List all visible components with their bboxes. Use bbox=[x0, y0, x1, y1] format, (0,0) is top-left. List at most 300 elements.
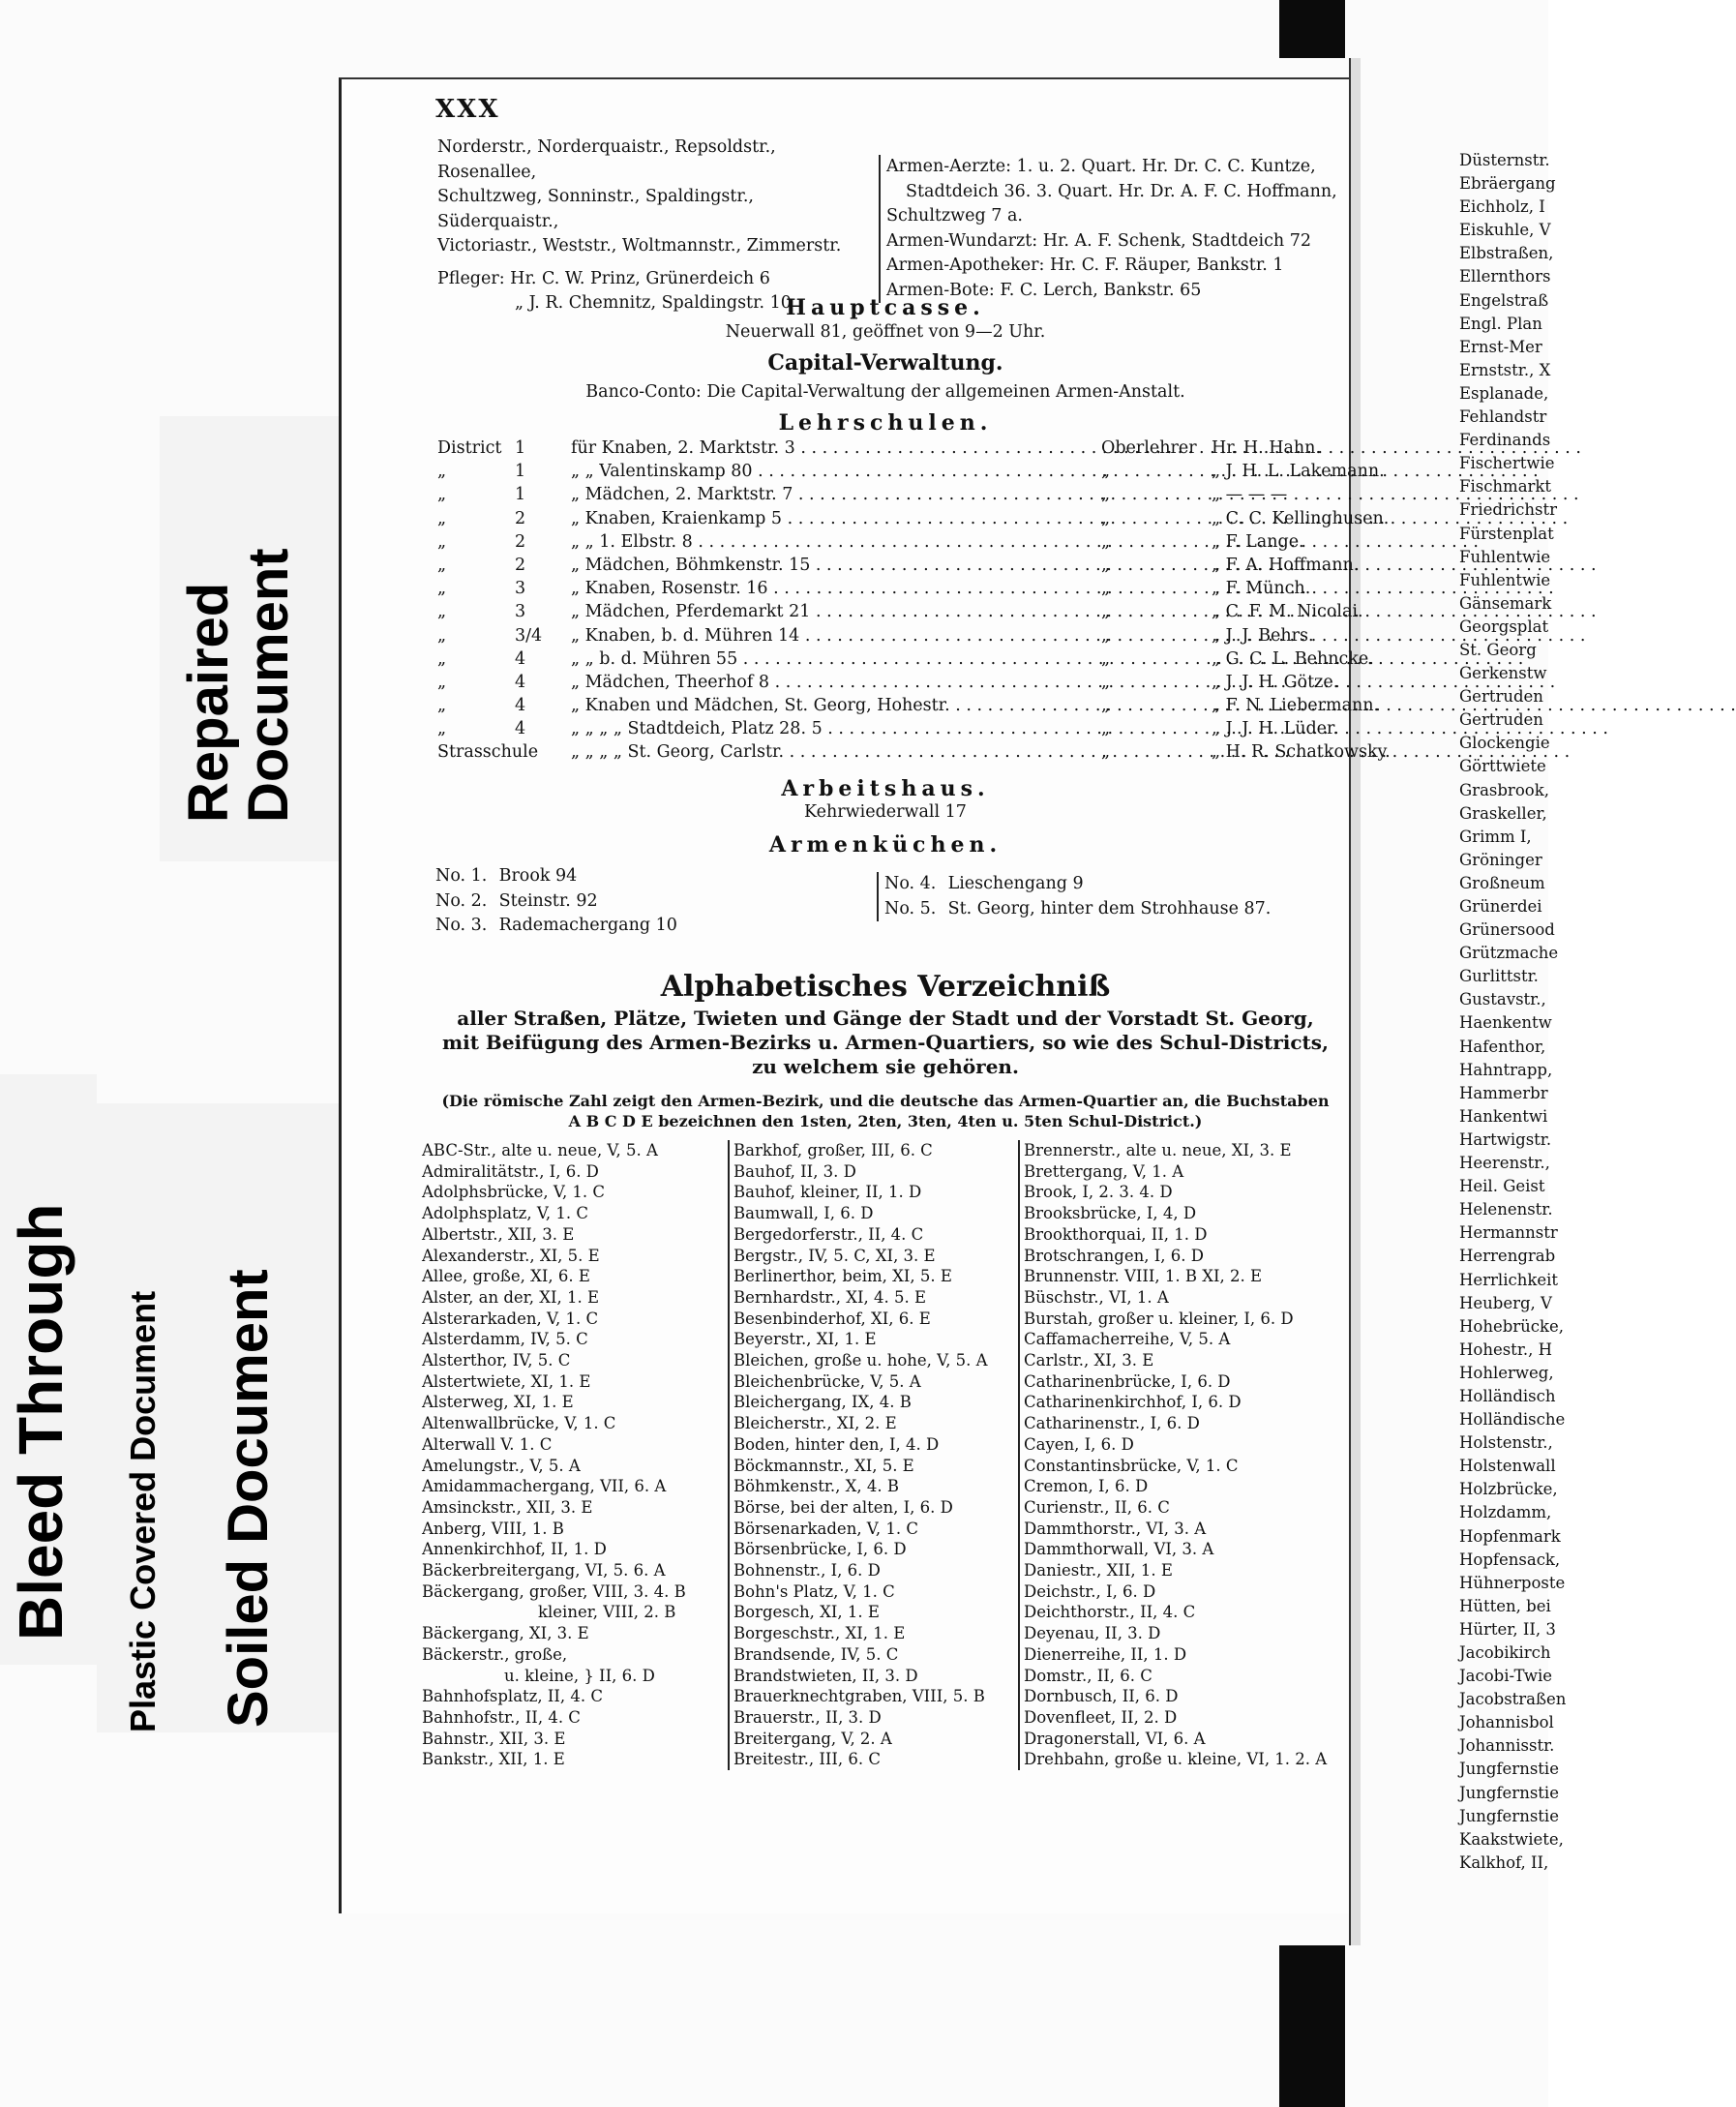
table-row bbox=[437, 602, 1363, 625]
list-item: Hohestr., H bbox=[1459, 1339, 1553, 1359]
school-cell: „ „ „ „ St. Georg, Carlstr. . . . bbox=[571, 742, 1093, 762]
list-item: Brennerstr., alte u. neue, XI, 3. E bbox=[1024, 1141, 1292, 1159]
list-item: Eichholz, I bbox=[1459, 197, 1545, 217]
list-item: Bleichergang, IX, 4. B bbox=[733, 1393, 912, 1412]
list-item: Grasbrook, bbox=[1459, 780, 1549, 799]
scanner-bar-top bbox=[1279, 0, 1345, 58]
kitchens-left bbox=[435, 864, 861, 939]
index-subtitle bbox=[435, 1007, 1335, 1079]
list-item: Brunnenstr. VIII, 1. B XI, 2. E bbox=[1024, 1267, 1263, 1286]
list-item: Alsterdamm, IV, 5. C bbox=[422, 1330, 588, 1349]
list-item: Bohnenstr., I, 6. D bbox=[733, 1561, 881, 1580]
number-cell: 2 bbox=[515, 508, 526, 528]
list-item: Bleicherstr., XI, 2. E bbox=[733, 1414, 897, 1433]
number-cell: 4 bbox=[515, 672, 526, 692]
list-item: Daniestr., XII, 1. E bbox=[1024, 1561, 1173, 1580]
district-cell: „ bbox=[437, 625, 447, 646]
district-cell: „ bbox=[437, 531, 447, 552]
list-item: Brotschrangen, I, 6. D bbox=[1024, 1246, 1204, 1265]
kitchen-number: No. 5. bbox=[884, 898, 937, 918]
kitchen-address: Steinstr. 92 bbox=[498, 890, 598, 911]
list-item: Hürter, II, 3 bbox=[1459, 1619, 1556, 1639]
list-item: Annenkirchhof, II, 1. D bbox=[422, 1540, 607, 1559]
district-cell: „ bbox=[437, 485, 447, 505]
scanner-bar-bottom bbox=[1279, 1945, 1345, 2107]
list-item: Gustavstr., bbox=[1459, 990, 1546, 1009]
list-item: Dienerreihe, II, 1. D bbox=[1024, 1644, 1187, 1664]
list-item: Jungfernstie bbox=[1459, 1806, 1559, 1825]
list-item: Heerenstr., bbox=[1459, 1154, 1550, 1173]
list-item: Besenbinderhof, XI, 6. E bbox=[733, 1309, 931, 1328]
text-line: zu welchem sie gehören. bbox=[752, 1055, 1019, 1078]
title-cell: „ bbox=[1101, 602, 1111, 622]
list-item: Fischertwie bbox=[1459, 454, 1555, 473]
table-row bbox=[437, 462, 1385, 485]
title-cell: „ bbox=[1101, 462, 1111, 482]
title-cell: „ bbox=[1101, 742, 1111, 763]
list-item: Alexanderstr., XI, 5. E bbox=[422, 1246, 600, 1265]
table-row bbox=[437, 648, 1374, 673]
list-item: Hühnerposte bbox=[1459, 1573, 1566, 1592]
list-item: Gertruden bbox=[1459, 710, 1543, 730]
list-item: kleiner, VIII, 2. B bbox=[538, 1603, 676, 1622]
district-cell: „ bbox=[437, 696, 447, 716]
list-item: Holzdamm, bbox=[1459, 1503, 1552, 1522]
list-item: u. kleine, } II, 6. D bbox=[504, 1666, 655, 1685]
list-item: Johannisbol bbox=[1459, 1713, 1554, 1732]
list-item: ABC-Str., alte u. neue, V, 5. A bbox=[422, 1141, 658, 1159]
list-item: Bäckerbreitergang, VI, 5. 6. A bbox=[422, 1561, 666, 1580]
index-note bbox=[435, 1091, 1335, 1131]
list-item: Constantinsbrücke, V, 1. C bbox=[1024, 1456, 1239, 1475]
list-item: Herrlichkeit bbox=[1459, 1270, 1559, 1289]
list-item: Düsternstr. bbox=[1459, 151, 1550, 169]
school-cell: „ Mädchen, Böhmkenstr. 15 . . . bbox=[571, 556, 1093, 575]
number-cell: 3/4 bbox=[515, 625, 543, 646]
table-row bbox=[437, 672, 1339, 696]
text-line: Schultzweg, Sonninstr., Spaldingstr., Süderquaistr., bbox=[437, 187, 754, 231]
list-item: Curienstr., II, 6. C bbox=[1024, 1497, 1170, 1517]
table-row bbox=[437, 579, 1328, 602]
list-item: Georgsplat bbox=[1459, 617, 1549, 636]
title-cell: Oberlehrer bbox=[1101, 438, 1197, 458]
number-cell: 4 bbox=[515, 648, 526, 669]
list-item: Jacobstraßen bbox=[1459, 1690, 1567, 1709]
list-item: Heuberg, V bbox=[1459, 1293, 1552, 1312]
list-item: Bäckergang, XI, 3. E bbox=[422, 1624, 589, 1643]
list-item: Grünerdei bbox=[1459, 897, 1542, 916]
list-item: Domstr., II, 6. C bbox=[1024, 1666, 1152, 1685]
list-item: Bauhof, kleiner, II, 1. D bbox=[733, 1183, 922, 1202]
list-item: Böhmkenstr., X, 4. B bbox=[733, 1477, 899, 1496]
list-item: Fuhlentwie bbox=[1459, 570, 1551, 589]
list-item: Hopfenmark bbox=[1459, 1526, 1561, 1546]
kitchens-right bbox=[877, 872, 1339, 921]
table-row bbox=[437, 742, 1391, 766]
list-item: Catharinenkirchhof, I, 6. D bbox=[1024, 1393, 1242, 1412]
kitchen-number: No. 3. bbox=[435, 916, 488, 935]
teacher-cell: „ J. J. H. Lüder. bbox=[1212, 719, 1339, 739]
school-cell: „ „ „ „ Stadtdeich, Platz 28. 5 . . . bbox=[571, 719, 1093, 738]
capital-line: Banco-Conto: Die Capital-Verwaltung der allgemeinen Armen-Anstalt. bbox=[585, 382, 1185, 402]
table-row bbox=[437, 626, 1328, 649]
list-item: Brauerstr., II, 3. D bbox=[733, 1707, 882, 1727]
kitchen-address: Lieschengang 9 bbox=[947, 874, 1084, 893]
index-title: Alphabetisches Verzeichniß bbox=[660, 970, 1111, 1004]
kitchen-address: Rademachergang 10 bbox=[498, 916, 677, 935]
list-item: Ferdinands bbox=[1459, 431, 1551, 450]
list-item: Hohebrücke, bbox=[1459, 1316, 1565, 1336]
text-line: Stadtdeich 36. 3. Quart. Hr. Dr. A. F. C. Hoffmann, bbox=[906, 181, 1337, 201]
bleed-through-label: Bleed Through bbox=[6, 1203, 75, 1640]
teacher-cell: „ J. H. L. Lakemann. bbox=[1212, 462, 1385, 482]
list-item: Holländisch bbox=[1459, 1386, 1556, 1405]
list-item: Gänsemark bbox=[1459, 593, 1552, 613]
list-item: Bäckergang, großer, VIII, 3. 4. B bbox=[422, 1581, 686, 1601]
title-cell: „ bbox=[1101, 625, 1111, 646]
list-item: Börse, bei der alten, I, 6. D bbox=[733, 1497, 953, 1517]
list-item: Fürstenplat bbox=[1459, 524, 1554, 543]
list-item: Helenenstr. bbox=[1459, 1200, 1553, 1219]
district-cell: „ bbox=[437, 672, 447, 692]
teacher-cell: „ F. N. Liebermann. bbox=[1212, 696, 1380, 716]
text-line: Victoriastr., Weststr., Woltmannstr., Zimmerstr. bbox=[437, 236, 842, 256]
list-item: Glockengie bbox=[1459, 734, 1550, 753]
list-item: Ebräergang bbox=[1459, 174, 1556, 194]
teacher-cell: „ F. Münch. bbox=[1212, 579, 1311, 599]
list-item: Hankentwi bbox=[1459, 1106, 1548, 1126]
armen-officials-block bbox=[879, 155, 1351, 303]
adjacent-page-index bbox=[1459, 149, 1567, 1875]
school-cell: „ Knaben, b. d. Mühren 14 . . . bbox=[571, 626, 1093, 646]
school-cell: „ Knaben und Mädchen, St. Georg, Hohestr. . . . bbox=[571, 696, 1093, 715]
armenkuechen-heading: Armenküchen. bbox=[768, 832, 1003, 858]
list-item: Hartwigstr. bbox=[1459, 1129, 1552, 1149]
school-cell: „ Knaben, Kraienkamp 5 . . . bbox=[571, 509, 1093, 528]
text-line: aller Straßen, Plätze, Twieten und Gänge der Stadt und der Vorstadt St. Georg, bbox=[457, 1007, 1314, 1030]
list-item: Elbstraßen, bbox=[1459, 244, 1554, 263]
teacher-cell: „ — — — bbox=[1212, 485, 1288, 505]
list-item: Bohn's Platz, V, 1. C bbox=[733, 1581, 895, 1601]
soiled-label: Soiled Document bbox=[217, 1269, 280, 1728]
list-item: Johannisstr. bbox=[1459, 1736, 1555, 1756]
number-cell: 4 bbox=[515, 696, 526, 716]
repaired-label: Repaired Document bbox=[177, 548, 300, 823]
school-cell: „ Mädchen, 2. Marktstr. 7 . . . bbox=[571, 485, 1093, 504]
list-item: Deichstr., I, 6. D bbox=[1024, 1581, 1156, 1601]
district-cell: District bbox=[437, 438, 502, 458]
lehrschulen-heading: Lehrschulen. bbox=[778, 410, 993, 436]
list-item: Grimm I, bbox=[1459, 827, 1532, 846]
title-cell: „ bbox=[1101, 508, 1111, 528]
list-item: Grünersood bbox=[1459, 920, 1555, 940]
school-cell: „ Mädchen, Theerhof 8 . . . bbox=[571, 673, 1093, 692]
list-item: Esplanade, bbox=[1459, 383, 1549, 403]
text-line: Norderstr., Norderquaistr., Repsoldstr., Rosenallee, bbox=[437, 137, 776, 182]
list-item: Adolphsplatz, V, 1. C bbox=[422, 1204, 588, 1223]
list-item: Alsterthor, IV, 5. C bbox=[422, 1351, 571, 1370]
table-row bbox=[437, 696, 1380, 719]
list-item: Hermannstr bbox=[1459, 1223, 1558, 1243]
list-item: Bahnhofsplatz, II, 4. C bbox=[422, 1687, 603, 1706]
list-item: Borgesch, XI, 1. E bbox=[733, 1603, 880, 1622]
number-cell: 1 bbox=[515, 462, 526, 482]
list-item: Berlinerthor, beim, XI, 5. E bbox=[733, 1267, 952, 1286]
title-cell: „ bbox=[1101, 696, 1111, 716]
text-line: (Die römische Zahl zeigt den Armen-Bezirk, und die deutsche das Armen-Quartier an, die Buchstaben bbox=[441, 1092, 1330, 1110]
list-item: Jungfernstie bbox=[1459, 1760, 1559, 1779]
list-item: Gurlittstr. bbox=[1459, 967, 1539, 986]
index-column-1 bbox=[422, 1140, 712, 1770]
list-item: Borgeschstr., XI, 1. E bbox=[733, 1624, 906, 1643]
title-cell: „ bbox=[1101, 555, 1111, 575]
list-item: Amidammachergang, VII, 6. A bbox=[422, 1477, 667, 1496]
title-cell: „ bbox=[1101, 648, 1111, 669]
list-item: Dammthorwall, VI, 3. A bbox=[1024, 1540, 1214, 1559]
list-item: Hammerbr bbox=[1459, 1083, 1548, 1102]
list-item bbox=[884, 897, 1339, 922]
list-item: Dammthorstr., VI, 3. A bbox=[1024, 1519, 1207, 1538]
list-item: Catharinenstr., I, 6. D bbox=[1024, 1414, 1200, 1433]
list-item: Jacobikirch bbox=[1459, 1643, 1551, 1662]
table-row bbox=[437, 555, 1360, 579]
list-item: Bahnhofstr., II, 4. C bbox=[422, 1707, 581, 1727]
school-cell: „ „ 1. Elbstr. 8 . . . bbox=[571, 532, 1093, 552]
teacher-cell: „ F. Lange. bbox=[1212, 531, 1304, 552]
list-item: Deichthorstr., II, 4. C bbox=[1024, 1603, 1196, 1622]
index-column-3 bbox=[1018, 1140, 1343, 1770]
list-item: Brandstwieten, II, 3. D bbox=[733, 1666, 918, 1685]
list-item: Heil. Geist bbox=[1459, 1177, 1545, 1196]
plastic-covered-label: Plastic Covered Document bbox=[123, 1290, 163, 1732]
title-cell: „ bbox=[1101, 672, 1111, 692]
text-line: „ J. R. Chemnitz, Spaldingstr. 10 bbox=[515, 293, 792, 313]
text-line: Armen-Aerzte: 1. u. 2. Quart. Hr. Dr. C. C. Kuntze, bbox=[886, 157, 1316, 176]
capital-heading: Capital-Verwaltung. bbox=[767, 350, 1003, 376]
list-item: Brook, I, 2. 3. 4. D bbox=[1024, 1183, 1173, 1202]
arbeitshaus-line: Kehrwiederwall 17 bbox=[804, 802, 967, 822]
teacher-cell: „ J. J. Behrs. bbox=[1212, 625, 1314, 646]
school-cell: „ „ Valentinskamp 80 . . . bbox=[571, 462, 1093, 481]
district-cell: „ bbox=[437, 648, 447, 669]
list-item: Großneum bbox=[1459, 873, 1545, 892]
list-item: Hopfensack, bbox=[1459, 1550, 1561, 1569]
table-row bbox=[437, 508, 1390, 532]
list-item: Friedrichstr bbox=[1459, 500, 1557, 520]
text-line: Armen-Bote: F. C. Lerch, Bankstr. 65 bbox=[886, 280, 1202, 300]
teacher-cell: „ C. F. M. Nicolai. bbox=[1212, 602, 1363, 622]
list-item: Bleichenbrücke, V, 5. A bbox=[733, 1371, 921, 1391]
list-item: Catharinenbrücke, I, 6. D bbox=[1024, 1371, 1231, 1391]
district-streets-block bbox=[437, 135, 873, 316]
number-cell: 2 bbox=[515, 555, 526, 575]
list-item: Burstah, großer u. kleiner, I, 6. D bbox=[1024, 1309, 1294, 1328]
list-item: Ellernthors bbox=[1459, 267, 1551, 286]
district-cell: „ bbox=[437, 555, 447, 575]
number-cell: 1 bbox=[515, 485, 526, 505]
title-cell: „ bbox=[1101, 485, 1111, 505]
list-item: Bauhof, II, 3. D bbox=[733, 1161, 856, 1181]
list-item: Dovenfleet, II, 2. D bbox=[1024, 1707, 1178, 1727]
list-item: Amsinckstr., XII, 3. E bbox=[422, 1497, 593, 1517]
school-cell: „ „ b. d. Mühren 55 . . . bbox=[571, 649, 1093, 669]
list-item bbox=[435, 914, 861, 939]
school-cell: „ Knaben, Rosenstr. 16 . . . bbox=[571, 579, 1093, 598]
list-item: Ernst-Mer bbox=[1459, 337, 1542, 356]
index-column-2 bbox=[728, 1140, 1014, 1770]
text-line: Pfleger: Hr. C. W. Prinz, Grünerdeich 6 bbox=[437, 268, 770, 288]
list-item: Hohlerweg, bbox=[1459, 1363, 1554, 1382]
table-row bbox=[437, 532, 1328, 556]
list-item: Breitestr., III, 6. C bbox=[733, 1750, 882, 1769]
list-item: Alstertwiete, XI, 1. E bbox=[422, 1371, 591, 1391]
list-item: Haenkentw bbox=[1459, 1013, 1552, 1033]
kitchen-number: No. 2. bbox=[435, 890, 488, 911]
teacher-cell: „ F. A. Hoffmann. bbox=[1212, 555, 1360, 575]
list-item: Holländische bbox=[1459, 1410, 1566, 1430]
school-cell: für Knaben, 2. Marktstr. 3 . . . bbox=[571, 438, 1093, 458]
text-line: A B C D E bezeichnen den 1sten, 2ten, 3ten, 4ten u. 5ten Schul-District.) bbox=[568, 1112, 1203, 1130]
list-item: Brookthorquai, II, 1. D bbox=[1024, 1224, 1208, 1244]
list-item: Fehlandstr bbox=[1459, 407, 1547, 427]
title-cell: „ bbox=[1101, 579, 1111, 599]
district-cell: „ bbox=[437, 602, 447, 622]
table-row bbox=[437, 719, 1339, 742]
text-line: Armen-Wundarzt: Hr. A. F. Schenk, Stadtdeich 72 bbox=[886, 230, 1312, 251]
number-cell: 3 bbox=[515, 579, 526, 599]
list-item: Bäckerstr., große, bbox=[422, 1644, 568, 1664]
arbeitshaus-heading: Arbeitshaus. bbox=[781, 776, 990, 801]
list-item: Jungfernstie bbox=[1459, 1783, 1559, 1802]
list-item: Holstenwall bbox=[1459, 1457, 1556, 1476]
list-item: Kaakstwiete, bbox=[1459, 1829, 1564, 1849]
list-item: Gröninger bbox=[1459, 850, 1542, 869]
list-item: Adolphsbrücke, V, 1. C bbox=[422, 1183, 606, 1202]
list-item: Cayen, I, 6. D bbox=[1024, 1434, 1134, 1454]
list-item: Bleichen, große u. hohe, V, 5. A bbox=[733, 1351, 988, 1370]
list-item: Boden, hinter den, I, 4. D bbox=[733, 1434, 940, 1454]
number-cell: 4 bbox=[515, 719, 526, 739]
list-item: Brooksbrücke, I, 4, D bbox=[1024, 1204, 1197, 1223]
list-item: Kalkhof, II, bbox=[1459, 1852, 1549, 1872]
list-item: Dragonerstall, VI, 6. A bbox=[1024, 1729, 1206, 1748]
list-item: Börsenbrücke, I, 6. D bbox=[733, 1540, 907, 1559]
list-item bbox=[884, 872, 1339, 897]
text-line: mit Beifügung des Armen-Bezirks u. Armen-Quartiers, so wie des Schul-Districts, bbox=[441, 1031, 1330, 1054]
teacher-cell: „ G. C. L. Behncke. bbox=[1212, 648, 1374, 669]
list-item: Gertruden bbox=[1459, 687, 1543, 707]
kitchen-address: Brook 94 bbox=[498, 866, 578, 886]
kitchen-number: No. 1. bbox=[435, 866, 488, 886]
list-item: Hafenthor, bbox=[1459, 1037, 1546, 1056]
list-item: Holzbrücke, bbox=[1459, 1480, 1558, 1499]
list-item: Bankstr., XII, 1. E bbox=[422, 1750, 565, 1769]
list-item: Altenwallbrücke, V, 1. C bbox=[422, 1414, 616, 1433]
text-line: Armen-Apotheker: Hr. C. F. Räuper, Bankstr. 1 bbox=[886, 256, 1284, 275]
list-item: Ernststr., X bbox=[1459, 360, 1551, 379]
list-item: Caffamacherreihe, V, 5. A bbox=[1024, 1330, 1231, 1349]
list-item: Büschstr., VI, 1. A bbox=[1024, 1287, 1169, 1307]
list-item bbox=[435, 864, 861, 889]
list-item: Amelungstr., V, 5. A bbox=[422, 1456, 581, 1475]
list-item: Drehbahn, große u. kleine, VI, 1. 2. A bbox=[1024, 1750, 1328, 1769]
list-item: Graskeller, bbox=[1459, 803, 1547, 823]
list-item: Engelstraß bbox=[1459, 290, 1549, 310]
teacher-cell: „ J. J. H. Götze. bbox=[1212, 672, 1339, 692]
list-item bbox=[435, 889, 861, 915]
table-row bbox=[437, 485, 1328, 508]
district-cell: „ bbox=[437, 508, 447, 528]
list-item: Eiskuhle, V bbox=[1459, 221, 1551, 240]
list-item: Barkhof, großer, III, 6. C bbox=[733, 1141, 933, 1159]
list-item: Brauerknechtgraben, VIII, 5. B bbox=[733, 1687, 985, 1706]
list-item: Bergedorferstr., II, 4. C bbox=[733, 1224, 924, 1244]
list-item: Brandsende, IV, 5. C bbox=[733, 1644, 899, 1664]
list-item: Albertstr., XII, 3. E bbox=[422, 1224, 575, 1244]
list-item: Baumwall, I, 6. D bbox=[733, 1204, 874, 1223]
list-item: Böckmannstr., XI, 5. E bbox=[733, 1456, 914, 1475]
list-item: Börsenarkaden, V, 1. C bbox=[733, 1519, 918, 1538]
school-cell: „ Mädchen, Pferdemarkt 21 . . . bbox=[571, 602, 1093, 621]
list-item: Bergstr., IV, 5. C, XI, 3. E bbox=[733, 1246, 936, 1265]
list-item: Brettergang, V, 1. A bbox=[1024, 1161, 1184, 1181]
list-item: Deyenau, II, 3. D bbox=[1024, 1624, 1161, 1643]
list-item: Grützmache bbox=[1459, 944, 1559, 963]
teacher-cell: Hr. H. Hahn. bbox=[1212, 438, 1322, 458]
kitchen-address: St. Georg, hinter dem Strohhause 87. bbox=[947, 898, 1272, 918]
district-cell: Strasschule bbox=[437, 742, 539, 763]
list-item: Engl. Plan bbox=[1459, 314, 1542, 333]
list-item: Beyerstr., XI, 1. E bbox=[733, 1330, 877, 1349]
number-cell: 1 bbox=[515, 438, 526, 458]
list-item: Alterwall V. 1. C bbox=[422, 1434, 553, 1454]
list-item: Dornbusch, II, 6. D bbox=[1024, 1687, 1179, 1706]
list-item: Anberg, VIII, 1. B bbox=[422, 1519, 564, 1538]
page-number: XXX bbox=[435, 95, 500, 124]
adjacent-page-edge bbox=[1349, 58, 1361, 1945]
list-item: Allee, große, XI, 6. E bbox=[422, 1267, 590, 1286]
kitchen-number: No. 4. bbox=[884, 874, 937, 893]
list-item: Bernhardstr., XI, 4. 5. E bbox=[733, 1287, 926, 1307]
list-item: Alster, an der, XI, 1. E bbox=[422, 1287, 600, 1307]
list-item: Fuhlentwie bbox=[1459, 547, 1551, 566]
list-item: Bahnstr., XII, 3. E bbox=[422, 1729, 566, 1748]
list-item: Hahntrapp, bbox=[1459, 1060, 1553, 1079]
schools-table bbox=[437, 438, 1391, 767]
list-item: Cremon, I, 6. D bbox=[1024, 1477, 1149, 1496]
list-item: Alsterarkaden, V, 1. C bbox=[422, 1309, 599, 1328]
list-item: Gerkenstw bbox=[1459, 664, 1547, 683]
number-cell: 2 bbox=[515, 531, 526, 552]
hauptcasse-heading: Hauptcasse. bbox=[786, 295, 985, 320]
list-item: St. Georg bbox=[1459, 640, 1537, 659]
list-item: Carlstr., XI, 3. E bbox=[1024, 1351, 1154, 1370]
district-cell: „ bbox=[437, 719, 447, 739]
hauptcasse-line: Neuerwall 81, geöffnet von 9—2 Uhr. bbox=[725, 322, 1046, 342]
list-item: Holstenstr., bbox=[1459, 1433, 1553, 1453]
table-row bbox=[437, 438, 1328, 462]
teacher-cell: „ C. C. Kellinghusen. bbox=[1212, 508, 1390, 528]
list-item: Fischmarkt bbox=[1459, 477, 1552, 497]
text-line: Schultzweg 7 a. bbox=[886, 206, 1023, 226]
list-item: Hütten, bei bbox=[1459, 1596, 1551, 1615]
number-cell: 3 bbox=[515, 602, 526, 622]
district-cell: „ bbox=[437, 579, 447, 599]
list-item: Alsterweg, XI, 1. E bbox=[422, 1393, 574, 1412]
list-item: Breitergang, V, 2. A bbox=[733, 1729, 892, 1748]
list-item: Herrengrab bbox=[1459, 1247, 1556, 1266]
title-cell: „ bbox=[1101, 531, 1111, 552]
